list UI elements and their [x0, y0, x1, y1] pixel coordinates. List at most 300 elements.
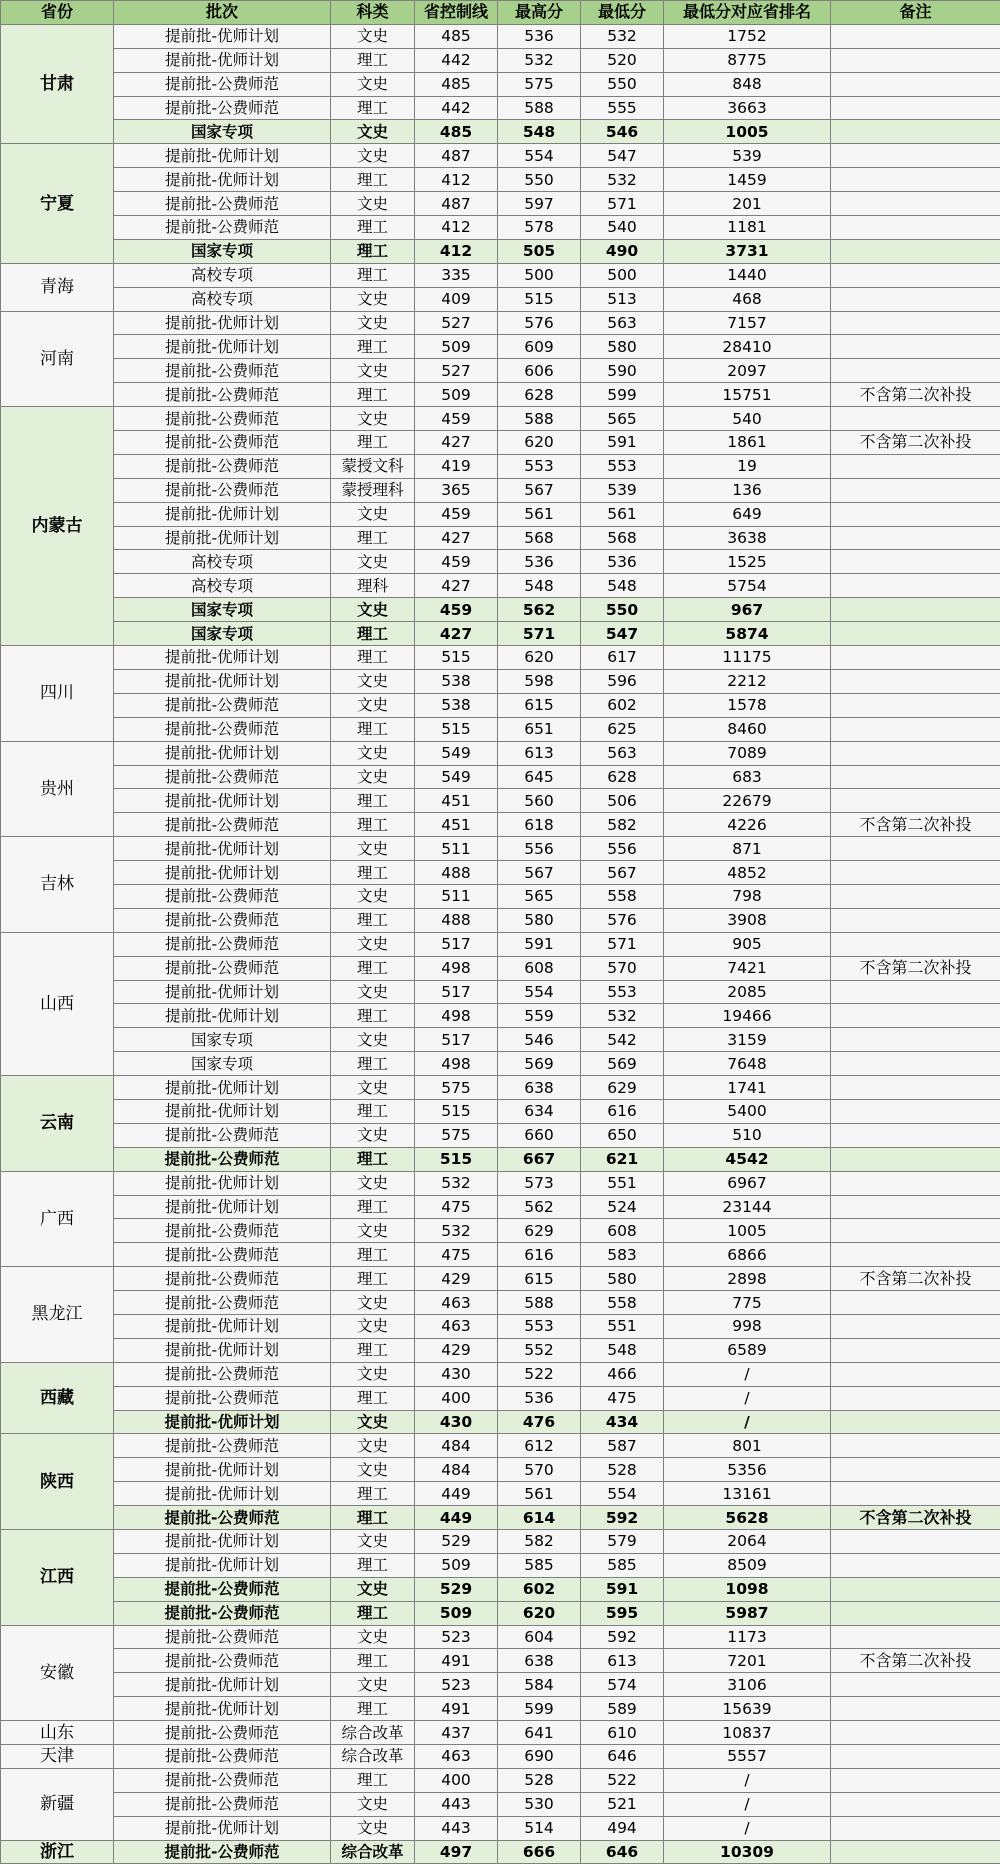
cell-min-rank: 798 [664, 884, 831, 908]
cell-subject-type: 理工 [331, 1195, 415, 1219]
table-row [1, 646, 1000, 670]
table-row [1, 335, 1000, 359]
cell-note [831, 1625, 1000, 1649]
cell-batch: 提前批-优师计划 [114, 1076, 331, 1100]
cell-control-line: 523 [415, 1625, 498, 1649]
cell-min-rank: 7089 [664, 741, 831, 765]
cell-min-rank: 3663 [664, 96, 831, 120]
table-row [1, 1840, 1000, 1864]
cell-min-score: 532 [581, 1004, 664, 1028]
cell-batch: 提前批-公费师范 [114, 813, 331, 837]
cell-note [831, 311, 1000, 335]
cell-min-score: 565 [581, 407, 664, 431]
cell-min-rank: 8509 [664, 1553, 831, 1577]
cell-min-score: 551 [581, 1314, 664, 1338]
cell-min-score: 539 [581, 478, 664, 502]
cell-batch: 提前批-公费师范 [114, 454, 331, 478]
cell-batch: 提前批-优师计划 [114, 789, 331, 813]
cell-note [831, 144, 1000, 168]
cell-control-line: 517 [415, 932, 498, 956]
cell-max-score: 612 [498, 1434, 581, 1458]
cell-min-rank: 539 [664, 144, 831, 168]
cell-subject-type: 综合改革 [331, 1745, 415, 1769]
cell-min-rank: 1005 [664, 1219, 831, 1243]
cell-control-line: 529 [415, 1530, 498, 1554]
cell-min-score: 599 [581, 383, 664, 407]
table-row [1, 1768, 1000, 1792]
cell-note [831, 980, 1000, 1004]
cell-control-line: 532 [415, 1219, 498, 1243]
cell-min-rank: 5754 [664, 574, 831, 598]
cell-control-line: 488 [415, 861, 498, 885]
cell-control-line: 517 [415, 1028, 498, 1052]
cell-control-line: 427 [415, 622, 498, 646]
cell-batch: 提前批-公费师范 [114, 478, 331, 502]
table-row [1, 1673, 1000, 1697]
cell-min-score: 582 [581, 813, 664, 837]
cell-max-score: 638 [498, 1649, 581, 1673]
cell-batch: 提前批-公费师范 [114, 765, 331, 789]
cell-batch: 提前批-优师计划 [114, 48, 331, 72]
cell-subject-type: 蒙授理科 [331, 478, 415, 502]
cell-min-score: 608 [581, 1219, 664, 1243]
cell-min-score: 548 [581, 574, 664, 598]
cell-min-rank: 5356 [664, 1458, 831, 1482]
cell-batch: 提前批-公费师范 [114, 1506, 331, 1530]
cell-min-rank: 2898 [664, 1267, 831, 1291]
cell-subject-type: 文史 [331, 1076, 415, 1100]
cell-control-line: 429 [415, 1338, 498, 1362]
cell-note [831, 96, 1000, 120]
cell-subject-type: 理工 [331, 96, 415, 120]
header-max-score: 最高分 [498, 1, 581, 25]
cell-batch: 提前批-公费师范 [114, 1434, 331, 1458]
cell-control-line: 443 [415, 1792, 498, 1816]
cell-subject-type: 理工 [331, 1697, 415, 1721]
cell-note [831, 1243, 1000, 1267]
cell-note [831, 1745, 1000, 1769]
cell-min-score: 595 [581, 1601, 664, 1625]
table-row [1, 574, 1000, 598]
table-row [1, 837, 1000, 861]
cell-batch: 提前批-公费师范 [114, 884, 331, 908]
cell-province: 宁夏 [1, 144, 114, 263]
cell-control-line: 430 [415, 1410, 498, 1434]
cell-min-score: 625 [581, 717, 664, 741]
cell-control-line: 459 [415, 502, 498, 526]
cell-batch: 国家专项 [114, 598, 331, 622]
cell-max-score: 620 [498, 431, 581, 455]
cell-min-rank: 7201 [664, 1649, 831, 1673]
cell-subject-type: 文史 [331, 1028, 415, 1052]
cell-control-line: 459 [415, 598, 498, 622]
cell-control-line: 515 [415, 1099, 498, 1123]
cell-control-line: 484 [415, 1458, 498, 1482]
cell-min-score: 592 [581, 1506, 664, 1530]
cell-subject-type: 文史 [331, 192, 415, 216]
cell-note [831, 263, 1000, 287]
cell-batch: 高校专项 [114, 550, 331, 574]
cell-batch: 提前批-公费师范 [114, 932, 331, 956]
cell-subject-type: 理工 [331, 263, 415, 287]
cell-max-score: 666 [498, 1840, 581, 1864]
cell-min-rank: 2212 [664, 669, 831, 693]
cell-control-line: 451 [415, 789, 498, 813]
cell-province: 黑龙江 [1, 1267, 114, 1363]
table-row [1, 1434, 1000, 1458]
cell-control-line: 485 [415, 72, 498, 96]
cell-province: 贵州 [1, 741, 114, 837]
cell-subject-type: 文史 [331, 407, 415, 431]
cell-min-score: 587 [581, 1434, 664, 1458]
cell-min-score: 546 [581, 120, 664, 144]
cell-min-rank: 4542 [664, 1147, 831, 1171]
cell-control-line: 443 [415, 1816, 498, 1840]
cell-subject-type: 理工 [331, 717, 415, 741]
cell-min-score: 563 [581, 311, 664, 335]
table-row [1, 1267, 1000, 1291]
cell-province: 安徽 [1, 1625, 114, 1721]
cell-min-score: 646 [581, 1840, 664, 1864]
cell-control-line: 523 [415, 1673, 498, 1697]
cell-control-line: 511 [415, 884, 498, 908]
cell-control-line: 498 [415, 1052, 498, 1076]
cell-max-score: 505 [498, 239, 581, 263]
cell-subject-type: 理工 [331, 1099, 415, 1123]
cell-province: 广西 [1, 1171, 114, 1267]
cell-max-score: 530 [498, 1792, 581, 1816]
cell-batch: 提前批-公费师范 [114, 1243, 331, 1267]
cell-min-rank: 2064 [664, 1530, 831, 1554]
table-row [1, 932, 1000, 956]
cell-note [831, 407, 1000, 431]
cell-note [831, 1697, 1000, 1721]
table-row [1, 1338, 1000, 1362]
cell-min-rank: 871 [664, 837, 831, 861]
cell-min-rank: 22679 [664, 789, 831, 813]
cell-batch: 提前批-优师计划 [114, 335, 331, 359]
cell-min-rank: 1098 [664, 1577, 831, 1601]
cell-note [831, 1601, 1000, 1625]
cell-batch: 提前批-优师计划 [114, 311, 331, 335]
cell-min-rank: / [664, 1410, 831, 1434]
cell-batch: 提前批-公费师范 [114, 383, 331, 407]
cell-control-line: 515 [415, 717, 498, 741]
cell-batch: 提前批-优师计划 [114, 1553, 331, 1577]
cell-max-score: 559 [498, 1004, 581, 1028]
cell-subject-type: 文史 [331, 1816, 415, 1840]
cell-note [831, 1482, 1000, 1506]
cell-subject-type: 理工 [331, 1338, 415, 1362]
table-row [1, 1099, 1000, 1123]
cell-control-line: 491 [415, 1649, 498, 1673]
cell-control-line: 487 [415, 144, 498, 168]
table-row [1, 1577, 1000, 1601]
cell-max-score: 548 [498, 120, 581, 144]
cell-note [831, 1338, 1000, 1362]
cell-batch: 提前批-公费师范 [114, 1649, 331, 1673]
cell-control-line: 335 [415, 263, 498, 287]
cell-max-score: 690 [498, 1745, 581, 1769]
cell-min-rank: 11175 [664, 646, 831, 670]
cell-note [831, 1840, 1000, 1864]
table-header [1, 1, 1000, 25]
table-row [1, 359, 1000, 383]
cell-subject-type: 文史 [331, 287, 415, 311]
cell-min-score: 521 [581, 1792, 664, 1816]
cell-max-score: 641 [498, 1721, 581, 1745]
table-row [1, 1362, 1000, 1386]
cell-batch: 提前批-公费师范 [114, 1792, 331, 1816]
cell-province: 云南 [1, 1076, 114, 1172]
cell-note: 不含第二次补投 [831, 431, 1000, 455]
cell-min-score: 506 [581, 789, 664, 813]
cell-batch: 国家专项 [114, 1028, 331, 1052]
cell-max-score: 618 [498, 813, 581, 837]
cell-control-line: 463 [415, 1291, 498, 1315]
table-row [1, 144, 1000, 168]
cell-min-score: 571 [581, 932, 664, 956]
cell-min-score: 540 [581, 216, 664, 240]
cell-min-rank: 8460 [664, 717, 831, 741]
cell-province: 西藏 [1, 1362, 114, 1434]
cell-max-score: 660 [498, 1123, 581, 1147]
cell-control-line: 427 [415, 431, 498, 455]
cell-max-score: 613 [498, 741, 581, 765]
cell-control-line: 437 [415, 1721, 498, 1745]
table-row [1, 861, 1000, 885]
cell-note: 不含第二次补投 [831, 1506, 1000, 1530]
cell-min-rank: 3106 [664, 1673, 831, 1697]
cell-min-rank: 3638 [664, 526, 831, 550]
cell-batch: 国家专项 [114, 1052, 331, 1076]
cell-min-rank: 19466 [664, 1004, 831, 1028]
cell-subject-type: 文史 [331, 72, 415, 96]
cell-batch: 提前批-公费师范 [114, 1291, 331, 1315]
cell-control-line: 449 [415, 1482, 498, 1506]
cell-min-score: 536 [581, 550, 664, 574]
cell-min-rank: 19 [664, 454, 831, 478]
table-row [1, 192, 1000, 216]
cell-control-line: 475 [415, 1195, 498, 1219]
cell-batch: 提前批-公费师范 [114, 96, 331, 120]
cell-note [831, 72, 1000, 96]
cell-max-score: 634 [498, 1099, 581, 1123]
cell-min-rank: 15639 [664, 1697, 831, 1721]
cell-subject-type: 理工 [331, 646, 415, 670]
cell-min-score: 528 [581, 1458, 664, 1482]
table-row [1, 789, 1000, 813]
cell-control-line: 575 [415, 1123, 498, 1147]
cell-min-score: 548 [581, 1338, 664, 1362]
cell-control-line: 527 [415, 359, 498, 383]
cell-control-line: 365 [415, 478, 498, 502]
cell-min-score: 585 [581, 1553, 664, 1577]
cell-note [831, 884, 1000, 908]
table-row [1, 693, 1000, 717]
cell-note [831, 48, 1000, 72]
table-row [1, 1052, 1000, 1076]
cell-max-score: 598 [498, 669, 581, 693]
table-row [1, 550, 1000, 574]
cell-note [831, 239, 1000, 263]
cell-note [831, 1004, 1000, 1028]
cell-subject-type: 理工 [331, 526, 415, 550]
cell-control-line: 459 [415, 407, 498, 431]
cell-max-score: 548 [498, 574, 581, 598]
cell-max-score: 500 [498, 263, 581, 287]
cell-subject-type: 理工 [331, 861, 415, 885]
cell-batch: 提前批-公费师范 [114, 1123, 331, 1147]
cell-batch: 提前批-公费师范 [114, 1147, 331, 1171]
cell-control-line: 412 [415, 216, 498, 240]
cell-batch: 提前批-优师计划 [114, 1338, 331, 1362]
cell-min-score: 629 [581, 1076, 664, 1100]
cell-subject-type: 理工 [331, 1243, 415, 1267]
cell-province: 河南 [1, 311, 114, 407]
cell-min-score: 522 [581, 1768, 664, 1792]
cell-control-line: 491 [415, 1697, 498, 1721]
table-row [1, 478, 1000, 502]
cell-min-rank: 6967 [664, 1171, 831, 1195]
cell-min-score: 561 [581, 502, 664, 526]
cell-subject-type: 理工 [331, 789, 415, 813]
cell-max-score: 552 [498, 1338, 581, 1362]
cell-min-score: 550 [581, 72, 664, 96]
cell-subject-type: 理工 [331, 1601, 415, 1625]
cell-min-rank: 1173 [664, 1625, 831, 1649]
cell-note [831, 1171, 1000, 1195]
cell-subject-type: 理工 [331, 216, 415, 240]
cell-note [831, 1195, 1000, 1219]
cell-min-rank: 1861 [664, 431, 831, 455]
table-row [1, 1816, 1000, 1840]
cell-note [831, 1052, 1000, 1076]
table-row [1, 1625, 1000, 1649]
cell-min-score: 513 [581, 287, 664, 311]
cell-subject-type: 理工 [331, 1004, 415, 1028]
table-row [1, 120, 1000, 144]
cell-batch: 提前批-公费师范 [114, 1577, 331, 1601]
header-row [1, 1, 1000, 25]
cell-batch: 提前批-公费师范 [114, 192, 331, 216]
cell-control-line: 430 [415, 1362, 498, 1386]
table-row [1, 216, 1000, 240]
cell-control-line: 485 [415, 120, 498, 144]
cell-min-rank: 905 [664, 932, 831, 956]
table-row [1, 956, 1000, 980]
cell-batch: 提前批-公费师范 [114, 1745, 331, 1769]
cell-max-score: 576 [498, 311, 581, 335]
cell-min-score: 589 [581, 1697, 664, 1721]
cell-min-rank: 136 [664, 478, 831, 502]
cell-note [831, 598, 1000, 622]
cell-max-score: 571 [498, 622, 581, 646]
header-province: 省份 [1, 1, 114, 25]
cell-min-score: 610 [581, 1721, 664, 1745]
table-row [1, 1482, 1000, 1506]
table-row [1, 263, 1000, 287]
cell-subject-type: 理工 [331, 335, 415, 359]
cell-note [831, 1577, 1000, 1601]
cell-control-line: 488 [415, 908, 498, 932]
header-min-score: 最低分 [581, 1, 664, 25]
cell-subject-type: 理工 [331, 431, 415, 455]
cell-control-line: 498 [415, 1004, 498, 1028]
cell-control-line: 529 [415, 1577, 498, 1601]
cell-max-score: 514 [498, 1816, 581, 1840]
cell-batch: 提前批-公费师范 [114, 1386, 331, 1410]
cell-note [831, 192, 1000, 216]
cell-min-rank: 1181 [664, 216, 831, 240]
cell-batch: 提前批-公费师范 [114, 1721, 331, 1745]
cell-subject-type: 理工 [331, 1553, 415, 1577]
cell-subject-type: 文史 [331, 502, 415, 526]
cell-min-score: 579 [581, 1530, 664, 1554]
cell-province: 内蒙古 [1, 407, 114, 646]
cell-max-score: 615 [498, 1267, 581, 1291]
cell-control-line: 575 [415, 1076, 498, 1100]
cell-min-score: 591 [581, 431, 664, 455]
cell-min-score: 532 [581, 168, 664, 192]
cell-subject-type: 文史 [331, 1171, 415, 1195]
table-row [1, 1530, 1000, 1554]
cell-province: 吉林 [1, 837, 114, 933]
cell-min-rank: 7157 [664, 311, 831, 335]
cell-note [831, 1553, 1000, 1577]
cell-note [831, 1219, 1000, 1243]
cell-subject-type: 理科 [331, 574, 415, 598]
cell-control-line: 463 [415, 1745, 498, 1769]
cell-max-score: 638 [498, 1076, 581, 1100]
cell-batch: 国家专项 [114, 622, 331, 646]
cell-control-line: 497 [415, 1840, 498, 1864]
cell-batch: 提前批-公费师范 [114, 1840, 331, 1864]
cell-note [831, 287, 1000, 311]
cell-note [831, 1386, 1000, 1410]
cell-control-line: 509 [415, 335, 498, 359]
table-row [1, 980, 1000, 1004]
cell-batch: 提前批-公费师范 [114, 72, 331, 96]
cell-subject-type: 文史 [331, 932, 415, 956]
cell-max-score: 608 [498, 956, 581, 980]
cell-min-rank: 7421 [664, 956, 831, 980]
cell-control-line: 400 [415, 1768, 498, 1792]
cell-batch: 提前批-公费师范 [114, 1768, 331, 1792]
cell-min-score: 571 [581, 192, 664, 216]
cell-note [831, 216, 1000, 240]
cell-min-score: 616 [581, 1099, 664, 1123]
header-control-line: 省控制线 [415, 1, 498, 25]
cell-min-rank: 1459 [664, 168, 831, 192]
cell-min-score: 567 [581, 861, 664, 885]
table-body [1, 24, 1000, 1864]
cell-min-rank: 15751 [664, 383, 831, 407]
cell-control-line: 511 [415, 837, 498, 861]
cell-min-score: 563 [581, 741, 664, 765]
cell-max-score: 580 [498, 908, 581, 932]
cell-min-score: 532 [581, 24, 664, 48]
cell-subject-type: 理工 [331, 1267, 415, 1291]
cell-max-score: 573 [498, 1171, 581, 1195]
cell-control-line: 427 [415, 574, 498, 598]
cell-min-rank: 540 [664, 407, 831, 431]
cell-subject-type: 文史 [331, 1673, 415, 1697]
table-row [1, 407, 1000, 431]
table-row [1, 598, 1000, 622]
cell-note [831, 1434, 1000, 1458]
cell-control-line: 515 [415, 1147, 498, 1171]
